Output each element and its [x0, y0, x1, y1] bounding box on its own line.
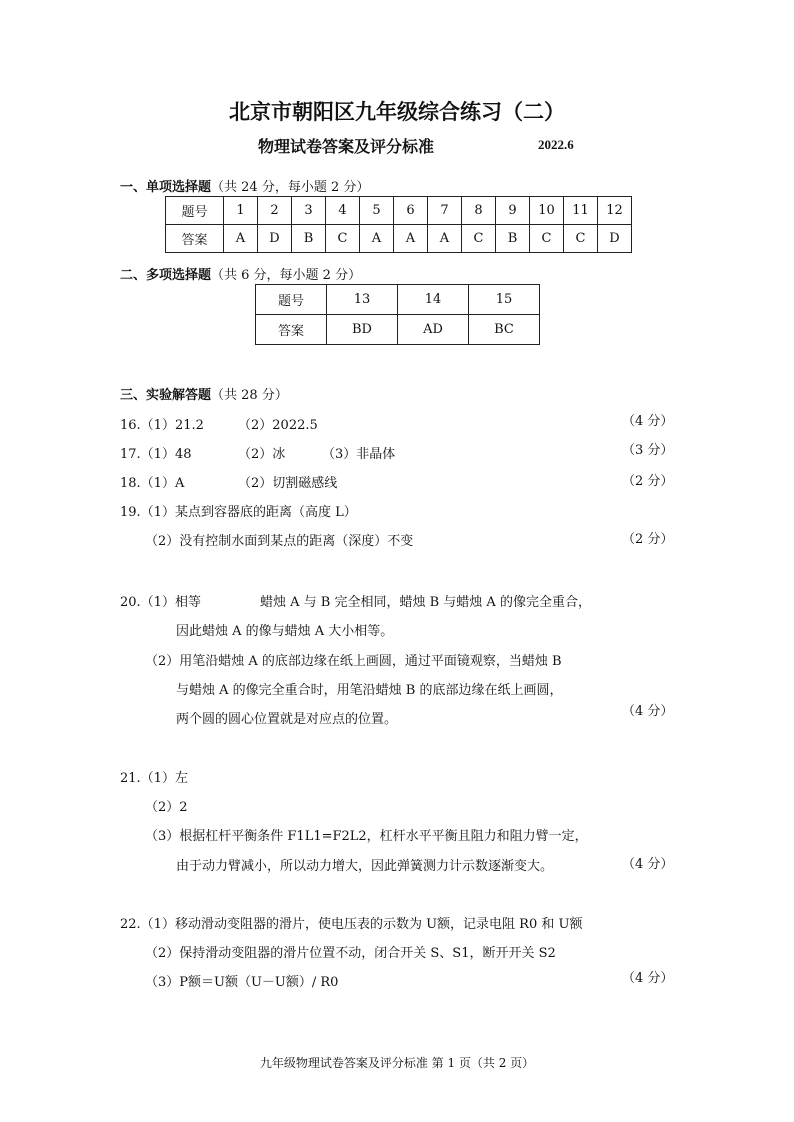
table-row-numbers	[166, 197, 632, 225]
single-choice-answer-table	[165, 196, 632, 253]
q16-score: （4 分）	[622, 414, 674, 429]
q16-part2: （2）2022.5	[238, 418, 318, 433]
cell-answer: A	[360, 225, 394, 253]
table-row-answers	[166, 225, 632, 253]
q20-part2-line3: 两个圆的圆心位置就是对应点的位置。	[176, 712, 398, 727]
q22-part1: 22.（1）移动滑动变阻器的滑片，使电压表的示数为 U额，记录电阻 R0 和 U额	[120, 917, 583, 932]
section-2-title: 二、多项选择题	[120, 268, 212, 283]
q16-part1: 16.（1）21.2	[120, 418, 204, 433]
cell-number: 8	[462, 197, 496, 225]
cell-answer: D	[258, 225, 292, 253]
row-header-number: 题号	[166, 197, 224, 225]
row-header-number: 题号	[256, 285, 327, 315]
document-subtitle: 物理试卷答案及评分标准	[258, 137, 435, 156]
cell-answer: C	[530, 225, 564, 253]
q19-part2: （2）没有控制水面到某点的距离（深度）不变	[145, 534, 414, 549]
multiple-choice-answer-table	[255, 284, 540, 345]
cell-number: 10	[530, 197, 564, 225]
q21-score: （4 分）	[622, 857, 674, 872]
q22-score: （4 分）	[622, 971, 674, 986]
cell-number: 14	[398, 285, 469, 315]
cell-number: 4	[326, 197, 360, 225]
q18-part1: 18.（1）A	[120, 476, 185, 491]
q20-part2-line1: （2）用笔沿蜡烛 A 的底部边缘在纸上画圆，通过平面镜观察，当蜡烛 B	[145, 654, 562, 669]
q20-part1-reason: 蜡烛 A 与 B 完全相同，蜡烛 B 与蜡烛 A 的像完全重合，	[260, 595, 591, 610]
cell-number: 1	[224, 197, 258, 225]
cell-answer: A	[428, 225, 462, 253]
cell-number: 6	[394, 197, 428, 225]
cell-number: 12	[598, 197, 632, 225]
cell-answer: B	[496, 225, 530, 253]
cell-answer: BD	[327, 315, 398, 345]
q21-part3-line1: （3）根据杠杆平衡条件 F1L1=F2L2，杠杆水平平衡且阻力和阻力臂一定，	[145, 829, 588, 844]
section-2-note: （共 6 分，每小题 2 分）	[211, 268, 362, 283]
section-3-title: 三、实验解答题	[120, 388, 212, 403]
row-header-answer: 答案	[166, 225, 224, 253]
section-3-note: （共 28 分）	[211, 388, 288, 403]
q22-part3: （3）P额＝U额（U－U额）/ R0	[145, 975, 339, 990]
q21-part1: 21.（1）左	[120, 771, 188, 786]
section-1-title: 一、单项选择题	[120, 180, 212, 195]
q20-part1-reason-cont: 因此蜡烛 A 的像与蜡烛 A 大小相等。	[176, 624, 394, 639]
q20-score: （4 分）	[622, 704, 674, 719]
cell-number: 11	[564, 197, 598, 225]
cell-answer: D	[598, 225, 632, 253]
q17-part1: 17.（1）48	[120, 447, 192, 462]
cell-answer: BC	[469, 315, 540, 345]
cell-number: 2	[258, 197, 292, 225]
table-row-numbers	[256, 285, 540, 315]
cell-number: 15	[469, 285, 540, 315]
cell-answer: C	[462, 225, 496, 253]
cell-answer: C	[564, 225, 598, 253]
cell-number: 13	[327, 285, 398, 315]
cell-number: 5	[360, 197, 394, 225]
q20-part2-line2: 与蜡烛 A 的像完全重合时，用笔沿蜡烛 B 的底部边缘在纸上画圆，	[176, 683, 563, 698]
section-3-heading	[120, 384, 288, 403]
row-header-answer: 答案	[256, 315, 327, 345]
cell-number: 3	[292, 197, 326, 225]
page-footer: 九年级物理试卷答案及评分标准 第 1 页（共 2 页）	[259, 1056, 535, 1070]
q22-part2: （2）保持滑动变阻器的滑片位置不动，闭合开关 S、S1，断开开关 S2	[145, 946, 556, 961]
q19-part1: 19.（1）某点到容器底的距离（高度 L）	[120, 505, 357, 520]
q21-part3-line2: 由于动力臂减小，所以动力增大，因此弹簧测力计示数逐渐变大。	[176, 859, 554, 874]
cell-number: 7	[428, 197, 462, 225]
cell-answer: AD	[398, 315, 469, 345]
q20-part1: 20.（1）相等	[120, 595, 201, 610]
section-1-heading	[120, 176, 369, 195]
document-title: 北京市朝阳区九年级综合练习（二）	[229, 100, 565, 124]
q17-score: （3 分）	[622, 443, 674, 458]
document-date: 2022.6	[538, 137, 574, 152]
q18-score: （2 分）	[622, 474, 674, 489]
q19-score: （2 分）	[622, 532, 674, 547]
q21-part2: （2）2	[145, 800, 188, 815]
q17-part3: （3）非晶体	[322, 447, 396, 462]
table-row-answers	[256, 315, 540, 345]
section-2-heading	[120, 264, 361, 283]
cell-answer: C	[326, 225, 360, 253]
section-1-note: （共 24 分，每小题 2 分）	[211, 180, 370, 195]
q18-part2: （2）切割磁感线	[238, 476, 338, 491]
cell-answer: A	[224, 225, 258, 253]
cell-number: 9	[496, 197, 530, 225]
q17-part2: （2）冰	[238, 447, 286, 462]
cell-answer: A	[394, 225, 428, 253]
cell-answer: B	[292, 225, 326, 253]
